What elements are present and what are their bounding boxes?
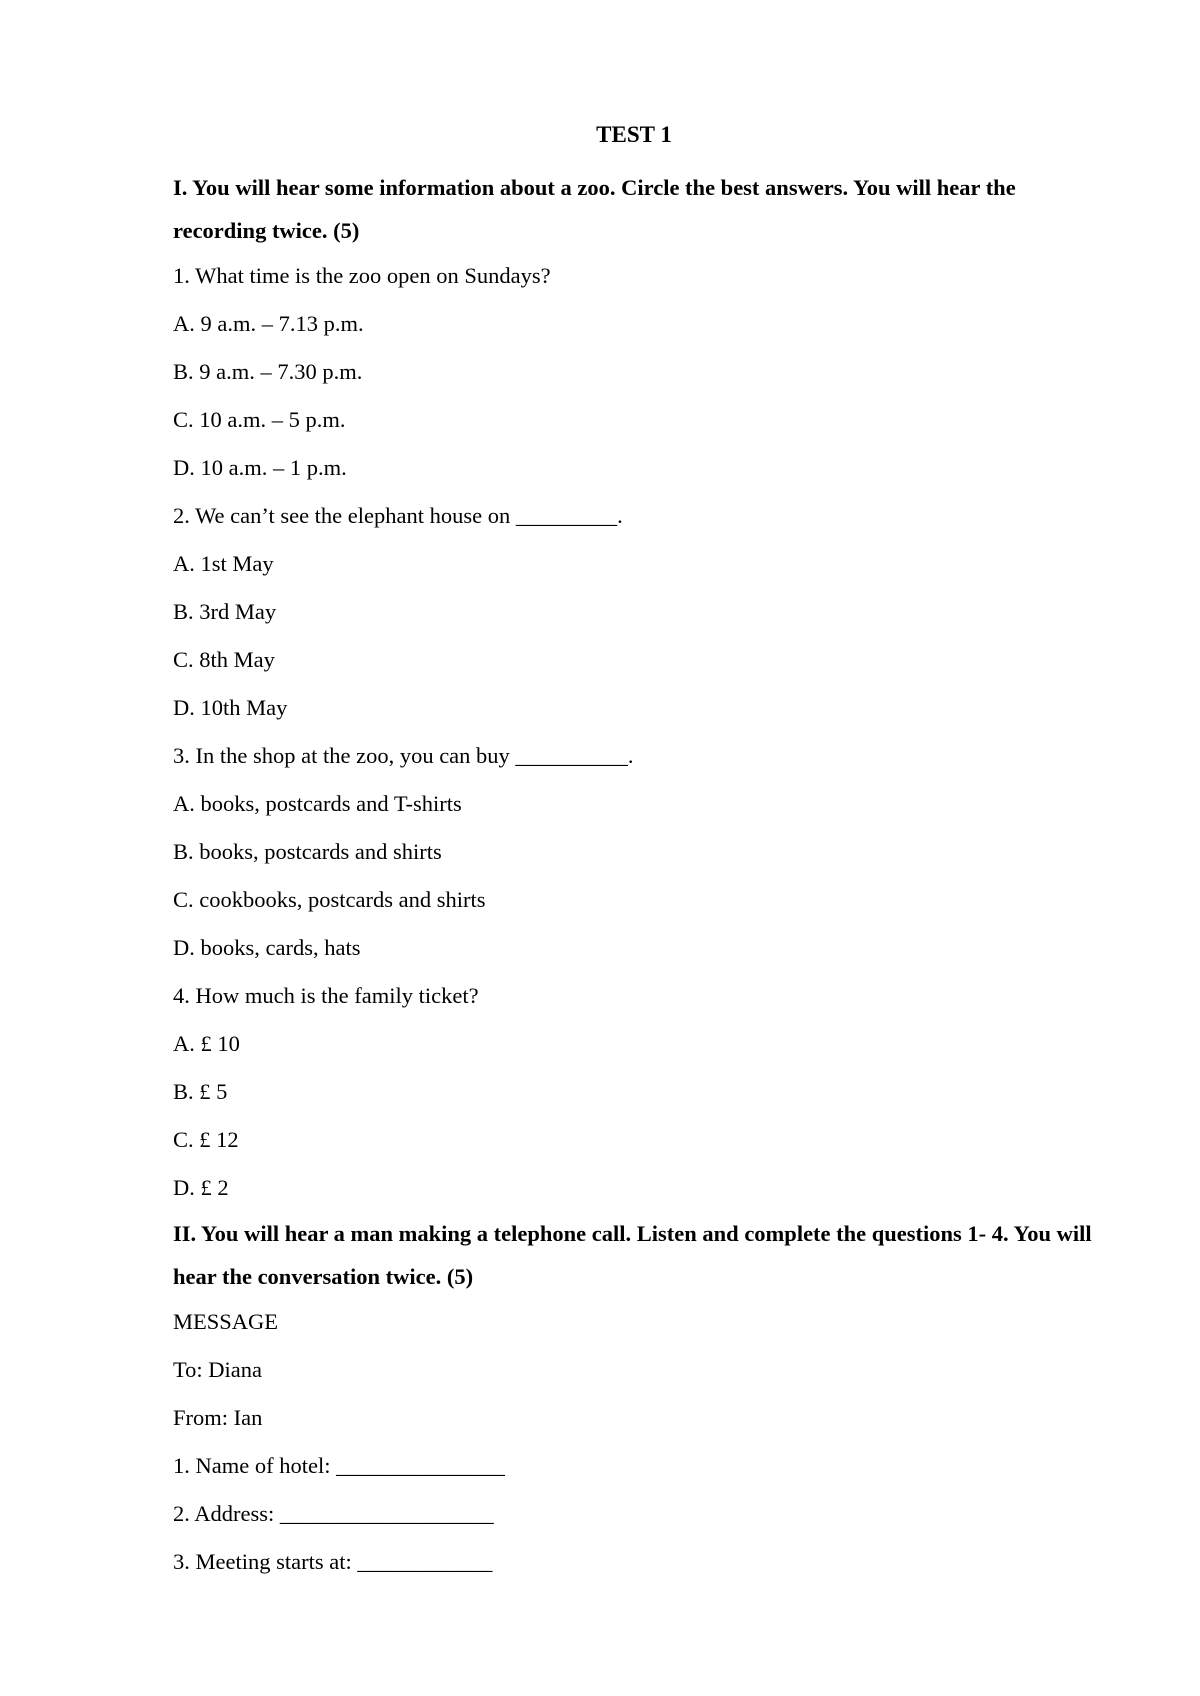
question-text: 3. In the shop at the zoo, you can buy __________. — [173, 743, 634, 768]
address-field[interactable]: 2. Address: ___________________ — [173, 1501, 494, 1526]
document-body — [173, 166, 1093, 1586]
answer-option[interactable]: A. £ 10 — [173, 1031, 240, 1056]
question-text: 2. We can’t see the elephant house on _________. — [173, 503, 623, 528]
answer-option[interactable]: C. cookbooks, postcards and shirts — [173, 887, 486, 912]
answer-option[interactable]: D. 10th May — [173, 695, 288, 720]
question-3 — [173, 732, 1093, 972]
answer-option[interactable]: B. 9 a.m. – 7.30 p.m. — [173, 359, 363, 384]
question-1 — [173, 252, 1093, 492]
hotel-name-field[interactable]: 1. Name of hotel: _______________ — [173, 1453, 505, 1478]
answer-option[interactable]: C. £ 12 — [173, 1127, 239, 1152]
answer-option[interactable]: B. books, postcards and shirts — [173, 839, 442, 864]
document-title: TEST 1 — [596, 122, 672, 147]
answer-option[interactable]: B. £ 5 — [173, 1079, 228, 1104]
question-4 — [173, 972, 1093, 1212]
section-2-instruction: II. You will hear a man making a telephone call. Listen and complete the questions 1- 4. You will hear the conversation twice. (5) — [173, 1221, 1092, 1289]
answer-option[interactable]: B. 3rd May — [173, 599, 277, 624]
message-to: To: Diana — [173, 1357, 263, 1382]
answer-option[interactable]: A. 9 a.m. – 7.13 p.m. — [173, 311, 364, 336]
answer-option[interactable]: C. 10 a.m. – 5 p.m. — [173, 407, 346, 432]
answer-option[interactable]: C. 8th May — [173, 647, 275, 672]
answer-option[interactable]: D. 10 a.m. – 1 p.m. — [173, 455, 347, 480]
message-heading: MESSAGE — [173, 1309, 279, 1334]
section-1-instruction: I. You will hear some information about a zoo. Circle the best answers. You will hear the recording twice. (5) — [173, 175, 1016, 243]
answer-option[interactable]: D. £ 2 — [173, 1175, 229, 1200]
message-from: From: Ian — [173, 1405, 263, 1430]
message-form — [173, 1298, 1093, 1586]
answer-option[interactable]: A. books, postcards and T-shirts — [173, 791, 462, 816]
question-text: 4. How much is the family ticket? — [173, 983, 479, 1008]
question-2 — [173, 492, 1093, 732]
meeting-time-field[interactable]: 3. Meeting starts at: ____________ — [173, 1549, 493, 1574]
answer-option[interactable]: D. books, cards, hats — [173, 935, 361, 960]
answer-option[interactable]: A. 1st May — [173, 551, 274, 576]
question-text: 1. What time is the zoo open on Sundays? — [173, 263, 551, 288]
